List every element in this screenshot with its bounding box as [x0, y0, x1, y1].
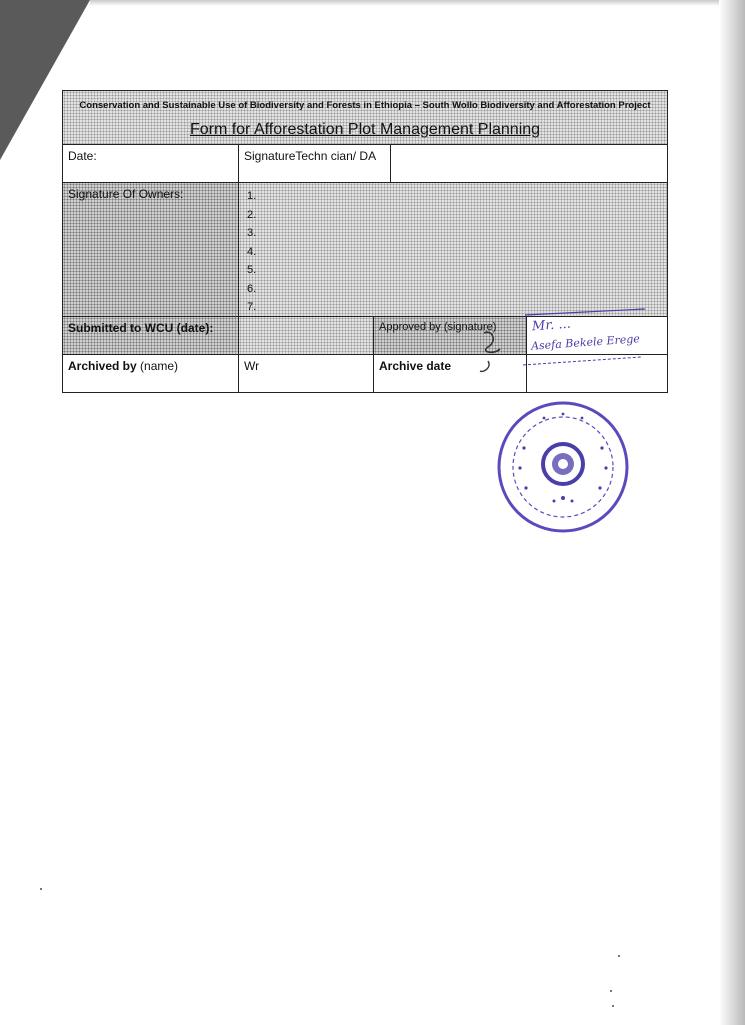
stamp-name-line-1: Mr. ... [531, 316, 572, 335]
signature-technician-label: SignatureTechn cian/ DA [239, 145, 391, 182]
scan-speck [610, 990, 612, 992]
date-row [63, 145, 667, 183]
archived-by-label-suffix: (name) [136, 359, 179, 373]
scan-speck [40, 888, 42, 890]
approved-label: Approved by (signature) [374, 317, 527, 354]
archived-by-label [63, 355, 239, 392]
stamp-name-line-2: Asefa Bekele Erege [530, 332, 641, 353]
official-seal-icon [494, 398, 632, 536]
submitted-label: Submitted to WCU (date): [63, 317, 239, 354]
owner-number: 1. [247, 190, 257, 202]
scan-shadow-right [719, 0, 745, 1025]
owners-signature-list[interactable] [239, 183, 667, 316]
owner-number: 3. [247, 227, 257, 239]
owner-number: 5. [247, 264, 257, 276]
date-label: Date: [63, 145, 239, 182]
owner-number: 6. [247, 282, 257, 295]
submitted-date-field[interactable] [239, 317, 374, 354]
scan-speck [612, 1005, 614, 1007]
archive-date-label: Archive date [374, 355, 527, 392]
stamp-underline-icon [515, 305, 650, 375]
project-title: Conservation and Sustainable Use of Biodiversity and Forests in Ethiopia – South Wollo Biodiversity and Afforestation Project [63, 91, 667, 115]
owner-number: 7. [247, 301, 257, 313]
archived-by-label-text: Archived by [68, 359, 137, 373]
signature-technician-field[interactable] [391, 145, 667, 182]
form-title: Form for Afforestation Plot Management Planning [63, 115, 667, 145]
scan-speck [618, 955, 620, 957]
owner-number: 2. [247, 208, 257, 221]
scan-shadow-top [90, 0, 745, 6]
owner-number: 4. [247, 245, 257, 258]
signature-owners-label: Signature Of Owners: [63, 183, 239, 316]
owners-row [63, 183, 667, 317]
archived-by-field[interactable]: Wr [239, 355, 374, 392]
